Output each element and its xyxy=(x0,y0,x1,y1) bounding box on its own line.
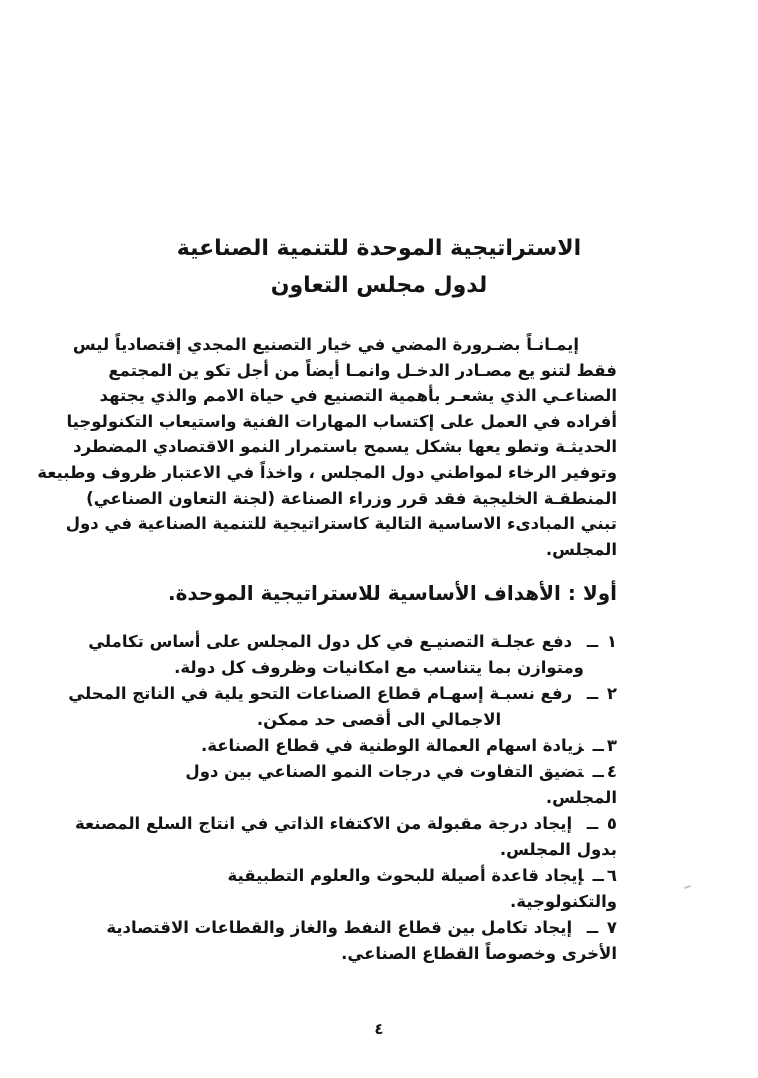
item-dash: ــ xyxy=(586,814,599,834)
objective-continuation: الاجمالي الى أقصى حد ممكن. xyxy=(256,710,502,730)
scan-artifact xyxy=(684,885,691,889)
paragraph-line: وتوفير الرخاء لمواطني دول المجلس ، واخذاً في الاعتبار ظروف وطبيعة xyxy=(37,462,617,482)
objective-item xyxy=(74,811,617,863)
item-number: ٢ xyxy=(606,684,617,704)
objective-line xyxy=(74,811,617,837)
title-line-2: لدول مجلس التعاون xyxy=(270,273,488,298)
objective-item xyxy=(88,629,617,681)
page-content xyxy=(37,230,617,967)
objective-continuation: بدول المجلس. xyxy=(499,840,617,860)
objective-item xyxy=(141,759,617,811)
objective-item xyxy=(106,915,617,967)
objective-continuation: ومتوازن بما يتناسب مع امكانيات وظروف كل دولة. xyxy=(174,658,584,678)
section-heading: أولا : الأهداف الأساسية للاستراتيجية الموحدة. xyxy=(167,581,617,606)
objective-line xyxy=(68,681,617,707)
objective-text: تضيق التفاوت في درجات النمو الصناعي بين دول المجلس. xyxy=(185,762,617,808)
item-dash: ــ xyxy=(586,632,599,652)
objective-text: إيجاد قاعدة أصيلة للبحوث والعلوم التطبيقية والتكنولوجية. xyxy=(227,866,617,912)
item-dash: ــ xyxy=(592,866,604,886)
paragraph-line: فقط لتنو يع مصـادر الدخـل وانمـا أيضاً من أجل تكو ين المجتمع xyxy=(108,360,617,380)
intro-paragraph xyxy=(37,332,617,562)
title-line-1: الاستراتيجية الموحدة للتنمية الصناعية xyxy=(176,236,582,261)
objective-item xyxy=(68,681,617,733)
objective-text: إيجاد تكامل بين قطاع النفط والغاز والقطاعات الاقتصادية xyxy=(106,918,573,938)
document-title xyxy=(141,230,617,304)
item-number: ٥ xyxy=(606,814,617,834)
item-number: ٦ xyxy=(606,866,617,886)
objective-line xyxy=(141,733,617,759)
objective-line xyxy=(141,759,617,811)
paragraph-line: الحديثـة وتطو يعها بشكل يسمح باستمرار النمو الاقتصادي المضطرد xyxy=(73,437,617,457)
item-number: ٤ xyxy=(606,762,617,782)
objectives-list xyxy=(68,629,617,967)
objective-text: إيجاد درجة مقبولة من الاكتفاء الذاتي في انتاج السلع المصنعة xyxy=(74,814,573,834)
paragraph-line: إيمـانـاً بضـرورة المضي في خيار التصنيع المجدي إقتصادياً ليس xyxy=(72,335,579,354)
objective-item xyxy=(141,733,617,759)
page-number: ٤ xyxy=(374,1020,384,1038)
objective-text: زيادة اسهام العمالة الوطنية في قطاع الصناعة. xyxy=(200,736,584,756)
objective-line xyxy=(106,915,617,941)
item-number: ٣ xyxy=(606,736,617,756)
objective-line xyxy=(88,629,617,655)
item-dash: ــ xyxy=(586,684,599,704)
item-dash: ــ xyxy=(586,918,599,938)
paragraph-line: المجلس. xyxy=(545,539,617,559)
item-number: ١ xyxy=(606,632,617,652)
objective-text: رفع نسبـة إسهـام قطاع الصناعات التحو يلية في الناتج المحلي xyxy=(68,684,573,704)
objective-item xyxy=(141,863,617,915)
objective-continuation: الأخرى وخصوصاً القطاع الصناعي. xyxy=(341,944,617,964)
paragraph-line: الصناعـي الذي يشعـر بأهمية التصنيع في حياة الامم والذي يجتهد xyxy=(99,386,617,406)
item-number: ٧ xyxy=(606,918,617,938)
paragraph-line: أفراده في العمل على إكتساب المهارات الفنية واستيعاب التكنولوجيا xyxy=(66,411,617,431)
item-dash: ــ xyxy=(592,762,604,782)
item-dash: ــ xyxy=(592,736,604,756)
paragraph-line: المنطقـة الخليجية فقد قرر وزراء الصناعة (لجنة التعاون الصناعي) xyxy=(86,488,617,508)
paragraph-line: تبني المبادىء الاساسية التالية كاستراتيجية للتنمية الصناعية في دول xyxy=(65,514,617,534)
objective-text: دفع عجلـة التصنيـع في كل دول المجلس على أساس تكاملي xyxy=(88,632,573,652)
objective-line xyxy=(141,863,617,915)
